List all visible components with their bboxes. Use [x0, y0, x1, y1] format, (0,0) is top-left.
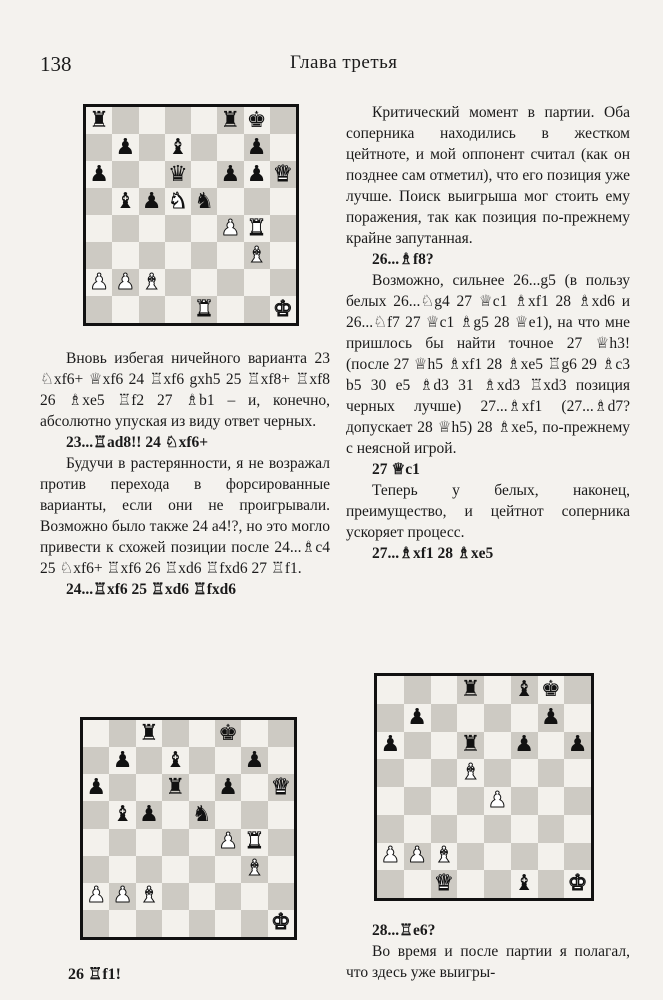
white-queen-icon: ♛ — [434, 871, 454, 897]
black-pawn-icon: ♟ — [139, 801, 159, 827]
board-square — [215, 883, 241, 910]
black-pawn-icon: ♟ — [407, 704, 427, 730]
board-square — [244, 161, 270, 188]
board-square — [189, 801, 215, 828]
move-line: 23...♖ad8!! 24 ♘xf6+ — [66, 434, 209, 451]
board-square — [484, 870, 511, 898]
board-square — [457, 787, 484, 815]
board-square — [136, 801, 162, 828]
board-square — [457, 815, 484, 843]
board-square — [191, 161, 217, 188]
black-bishop-icon: ♝ — [115, 188, 136, 214]
board-square — [431, 676, 458, 704]
board-square — [83, 747, 109, 774]
paragraph: Критический момент в партии. Оба соперника находились в жестком цейтноте, и мой оппонент считал (как он позднее сам отметил), что его позиция уже лучше. Поиск выигрыша мог стоить ему поражения, так как позиция по-прежнему крайне запутанная. — [346, 104, 630, 247]
white-rook-icon: ♜ — [194, 296, 214, 322]
board-square — [270, 188, 296, 215]
right-column — [346, 102, 630, 564]
board-square — [162, 856, 188, 883]
board-square — [112, 269, 138, 296]
board-square — [217, 134, 243, 161]
board-square — [484, 759, 511, 787]
white-rook-icon: ♜ — [244, 829, 265, 855]
black-bishop-icon: ♝ — [112, 801, 133, 827]
black-pawn-icon: ♟ — [246, 134, 267, 160]
white-bishop-icon: ♝ — [434, 843, 454, 869]
chapter-title: Глава третья — [290, 52, 398, 73]
board-square — [431, 704, 458, 732]
white-pawn-icon: ♟ — [380, 843, 401, 869]
board-square — [165, 296, 191, 323]
board-square — [162, 910, 188, 937]
board-square — [165, 188, 191, 215]
board-square — [162, 774, 188, 801]
board-square — [191, 296, 217, 323]
board-square — [268, 910, 294, 937]
board-square — [86, 215, 112, 242]
board-square — [538, 815, 565, 843]
board-square — [241, 720, 267, 747]
board-square — [215, 829, 241, 856]
board-square — [244, 296, 270, 323]
board-square — [112, 296, 138, 323]
board-square — [377, 732, 404, 760]
white-pawn-icon: ♟ — [407, 843, 427, 869]
board-square — [538, 870, 565, 898]
board-square — [484, 732, 511, 760]
board-square — [83, 774, 109, 801]
paragraph: Во время и после партии я полагал, что здесь уже выигры- — [346, 943, 630, 981]
black-pawn-icon: ♟ — [220, 161, 241, 187]
board-square — [189, 883, 215, 910]
board-square — [564, 870, 591, 898]
white-bishop-icon: ♝ — [246, 242, 267, 268]
black-king-icon: ♚ — [246, 107, 267, 133]
board-square — [109, 774, 135, 801]
board-square — [511, 759, 538, 787]
white-pawn-icon: ♟ — [487, 787, 508, 813]
white-bishop-icon: ♝ — [244, 856, 265, 882]
board-square — [191, 107, 217, 134]
paragraph: Будучи в растерянности, я не возражал против перехода в форсированные варианты, если они не проигрывали. Возможно было также 24 a4!?, но это могло привести к схожей позиции после 24...♗c4 25 ♘xf6+ ♖xf6 26 ♖xd6 ♖fxd6 27 ♖f1. — [40, 455, 330, 577]
board-square — [431, 759, 458, 787]
board-square — [109, 747, 135, 774]
board-square — [136, 829, 162, 856]
board-square — [404, 732, 431, 760]
black-bishop-icon: ♝ — [514, 871, 534, 897]
board-square — [217, 296, 243, 323]
black-bishop-icon: ♝ — [168, 134, 188, 160]
black-rook-icon: ♜ — [220, 107, 241, 133]
board-square — [86, 242, 112, 269]
board-square — [241, 829, 267, 856]
board-square — [457, 676, 484, 704]
board-square — [268, 883, 294, 910]
board-square — [431, 787, 458, 815]
black-rook-icon: ♜ — [89, 107, 109, 133]
board-square — [431, 732, 458, 760]
board-square — [136, 720, 162, 747]
board-square — [564, 732, 591, 760]
board-square — [136, 883, 162, 910]
black-knight-icon: ♞ — [191, 801, 212, 827]
black-king-icon: ♚ — [218, 720, 238, 746]
board-square — [86, 296, 112, 323]
white-bishop-icon: ♝ — [139, 883, 159, 909]
black-pawn-icon: ♟ — [380, 732, 401, 758]
board-square — [191, 242, 217, 269]
black-pawn-icon: ♟ — [244, 747, 265, 773]
board-square — [538, 759, 565, 787]
board-square — [215, 720, 241, 747]
board-square — [270, 134, 296, 161]
board-square — [268, 829, 294, 856]
board-square — [484, 676, 511, 704]
board-square — [270, 242, 296, 269]
board-square — [217, 215, 243, 242]
board-square — [165, 269, 191, 296]
board-square — [244, 242, 270, 269]
black-pawn-icon: ♟ — [567, 732, 588, 758]
board-square — [86, 161, 112, 188]
board-square — [136, 856, 162, 883]
board-square — [511, 704, 538, 732]
board-square — [189, 829, 215, 856]
board-square — [109, 720, 135, 747]
board-square — [112, 188, 138, 215]
board-square — [165, 107, 191, 134]
board-square — [268, 720, 294, 747]
black-pawn-icon: ♟ — [141, 188, 162, 214]
paragraph: Вновь избегая ничейного варианта 23 ♘xf6+ ♕xf6 24 ♖xf6 gxh5 25 ♖xf8+ ♖xf8 26 ♗xe5 ♖f2 27 ♗b1 – и, конечно, абсолютно упуская из виду ответ черных. — [40, 350, 330, 430]
black-rook-icon: ♜ — [165, 774, 186, 800]
board-square — [431, 843, 458, 871]
board-square — [404, 870, 431, 898]
right-column-bottom — [346, 920, 630, 983]
diagram-2-caption: 26 ♖f1! — [68, 966, 121, 983]
board-square — [241, 856, 267, 883]
board-square — [484, 704, 511, 732]
board-square — [191, 269, 217, 296]
board-square — [189, 910, 215, 937]
board-square — [217, 188, 243, 215]
board-square — [511, 843, 538, 871]
paragraph: Теперь у белых, наконец, преимущество, и цейтнот соперника ускоряет процесс. — [346, 482, 630, 541]
board-square — [136, 774, 162, 801]
white-pawn-icon: ♟ — [112, 883, 133, 909]
board-square — [511, 732, 538, 760]
board-square — [538, 676, 565, 704]
board-square — [268, 774, 294, 801]
white-queen-icon: ♛ — [270, 774, 291, 800]
board-square — [270, 107, 296, 134]
board-square — [377, 759, 404, 787]
black-rook-icon: ♜ — [460, 676, 481, 702]
board-square — [244, 269, 270, 296]
board-square — [564, 787, 591, 815]
board-square — [268, 747, 294, 774]
board-square — [457, 759, 484, 787]
board-square — [189, 747, 215, 774]
white-rook-icon: ♜ — [246, 215, 267, 241]
board-square — [165, 161, 191, 188]
board-square — [109, 856, 135, 883]
page-header — [0, 52, 663, 82]
black-knight-icon: ♞ — [194, 188, 214, 214]
board-square — [162, 747, 188, 774]
board-square — [377, 870, 404, 898]
board-square — [217, 269, 243, 296]
left-column — [40, 348, 330, 600]
board-square — [112, 107, 138, 134]
board-square — [431, 815, 458, 843]
board-square — [136, 747, 162, 774]
board-square — [377, 704, 404, 732]
white-pawn-icon: ♟ — [115, 269, 136, 295]
black-pawn-icon: ♟ — [514, 732, 534, 758]
board-square — [86, 269, 112, 296]
board-square — [538, 704, 565, 732]
board-square — [162, 720, 188, 747]
black-bishop-icon: ♝ — [165, 747, 186, 773]
black-pawn-icon: ♟ — [541, 704, 561, 730]
board-square — [484, 787, 511, 815]
board-square — [241, 910, 267, 937]
chess-diagram-3 — [374, 673, 594, 901]
move-line: 28...♖e6? — [372, 922, 436, 939]
board-square — [457, 704, 484, 732]
board-square — [83, 856, 109, 883]
board-square — [268, 801, 294, 828]
board-square — [538, 787, 565, 815]
board-square — [538, 732, 565, 760]
board-square — [215, 801, 241, 828]
board-square — [431, 870, 458, 898]
white-pawn-icon: ♟ — [220, 215, 241, 241]
board-square — [270, 296, 296, 323]
board-square — [162, 801, 188, 828]
board-square — [511, 815, 538, 843]
board-square — [112, 161, 138, 188]
white-king-icon: ♚ — [270, 910, 291, 936]
white-bishop-icon: ♝ — [141, 269, 162, 295]
board-square — [109, 829, 135, 856]
black-pawn-icon: ♟ — [89, 161, 109, 187]
white-pawn-icon: ♟ — [86, 883, 107, 909]
board-square — [564, 815, 591, 843]
board-square — [484, 815, 511, 843]
board-square — [165, 215, 191, 242]
board-square — [112, 215, 138, 242]
board-square — [564, 704, 591, 732]
board-square — [244, 134, 270, 161]
board-square — [404, 704, 431, 732]
board-square — [215, 747, 241, 774]
black-pawn-icon: ♟ — [246, 161, 267, 187]
board-square — [139, 107, 165, 134]
board-square — [538, 843, 565, 871]
board-square — [139, 134, 165, 161]
board-square — [377, 676, 404, 704]
board-square — [241, 883, 267, 910]
black-pawn-icon: ♟ — [112, 747, 133, 773]
board-square — [268, 856, 294, 883]
white-knight-icon: ♞ — [168, 188, 188, 214]
board-square — [112, 134, 138, 161]
board-square — [404, 815, 431, 843]
board-square — [215, 856, 241, 883]
board-square — [139, 296, 165, 323]
black-rook-icon: ♜ — [139, 720, 159, 746]
move-line: 27 ♕c1 — [372, 461, 420, 478]
board-square — [511, 870, 538, 898]
board-square — [244, 107, 270, 134]
board-square — [109, 883, 135, 910]
board-square — [377, 843, 404, 871]
board-square — [139, 188, 165, 215]
board-square — [109, 801, 135, 828]
chess-diagram-1 — [83, 104, 299, 326]
board-square — [83, 910, 109, 937]
board-square — [165, 242, 191, 269]
board-square — [457, 732, 484, 760]
board-square — [191, 134, 217, 161]
board-square — [270, 161, 296, 188]
board-square — [86, 188, 112, 215]
board-square — [404, 676, 431, 704]
board-square — [83, 720, 109, 747]
board-square — [270, 269, 296, 296]
board-square — [83, 829, 109, 856]
white-queen-icon: ♛ — [273, 161, 293, 187]
board-square — [191, 188, 217, 215]
black-pawn-icon: ♟ — [218, 774, 238, 800]
white-bishop-icon: ♝ — [460, 760, 481, 786]
board-square — [270, 215, 296, 242]
board-square — [511, 787, 538, 815]
board-square — [189, 856, 215, 883]
board-square — [404, 787, 431, 815]
black-pawn-icon: ♟ — [115, 134, 136, 160]
black-rook-icon: ♜ — [460, 732, 481, 758]
board-square — [86, 107, 112, 134]
board-square — [241, 774, 267, 801]
board-square — [215, 774, 241, 801]
board-square — [241, 801, 267, 828]
board-square — [83, 883, 109, 910]
board-square — [139, 269, 165, 296]
board-square — [162, 883, 188, 910]
black-queen-icon: ♛ — [168, 161, 188, 187]
board-square — [191, 215, 217, 242]
move-line: 26...♗f8? — [372, 251, 434, 268]
black-pawn-icon: ♟ — [86, 774, 107, 800]
white-pawn-icon: ♟ — [218, 829, 238, 855]
board-square — [564, 676, 591, 704]
board-square — [217, 107, 243, 134]
black-king-icon: ♚ — [541, 676, 561, 702]
board-square — [165, 134, 191, 161]
paragraph: Возможно, сильнее 26...g5 (в пользу белых 26...♘g4 27 ♕c1 ♗xf1 28 ♗xd6 и 26...♘f7 27 ♕c1 ♗g5 28 ♕e1), на что мне пришлось бы найти точное 27 ♕h3! (после 27 ♕h5 ♗xf1 28 ♗xe5 ♖g6 29 ♗c3 b5 30 e5 ♗d3 31 ♗xd3 ♖xd3 позиция черных лучше) 27...♗xf1 (27...♗d7? допускает 28 ♕h5) 28 ♗xe5, по-прежнему с неясной игрой. — [346, 272, 630, 457]
board-square — [139, 215, 165, 242]
board-square — [136, 910, 162, 937]
board-square — [139, 161, 165, 188]
board-square — [377, 815, 404, 843]
white-pawn-icon: ♟ — [89, 269, 109, 295]
board-square — [404, 759, 431, 787]
board-square — [404, 843, 431, 871]
board-square — [564, 759, 591, 787]
board-square — [511, 676, 538, 704]
board-square — [189, 774, 215, 801]
move-line: 24...♖xf6 25 ♖xd6 ♖fxd6 — [66, 581, 237, 598]
board-square — [215, 910, 241, 937]
board-square — [241, 747, 267, 774]
board-square — [189, 720, 215, 747]
board-square — [244, 188, 270, 215]
board-square — [457, 870, 484, 898]
board-square — [217, 242, 243, 269]
move-line: 27...♗xf1 28 ♗xe5 — [372, 545, 494, 562]
board-square — [112, 242, 138, 269]
board-square — [109, 910, 135, 937]
board-square — [86, 134, 112, 161]
board-square — [83, 801, 109, 828]
board-square — [377, 787, 404, 815]
page-number: 138 — [40, 52, 72, 76]
board-square — [564, 843, 591, 871]
board-square — [139, 242, 165, 269]
white-king-icon: ♚ — [567, 871, 588, 897]
white-king-icon: ♚ — [273, 296, 293, 322]
black-bishop-icon: ♝ — [514, 676, 534, 702]
board-square — [162, 829, 188, 856]
chess-diagram-2 — [80, 717, 297, 940]
board-square — [244, 215, 270, 242]
board-square — [217, 161, 243, 188]
board-square — [484, 843, 511, 871]
board-square — [457, 843, 484, 871]
